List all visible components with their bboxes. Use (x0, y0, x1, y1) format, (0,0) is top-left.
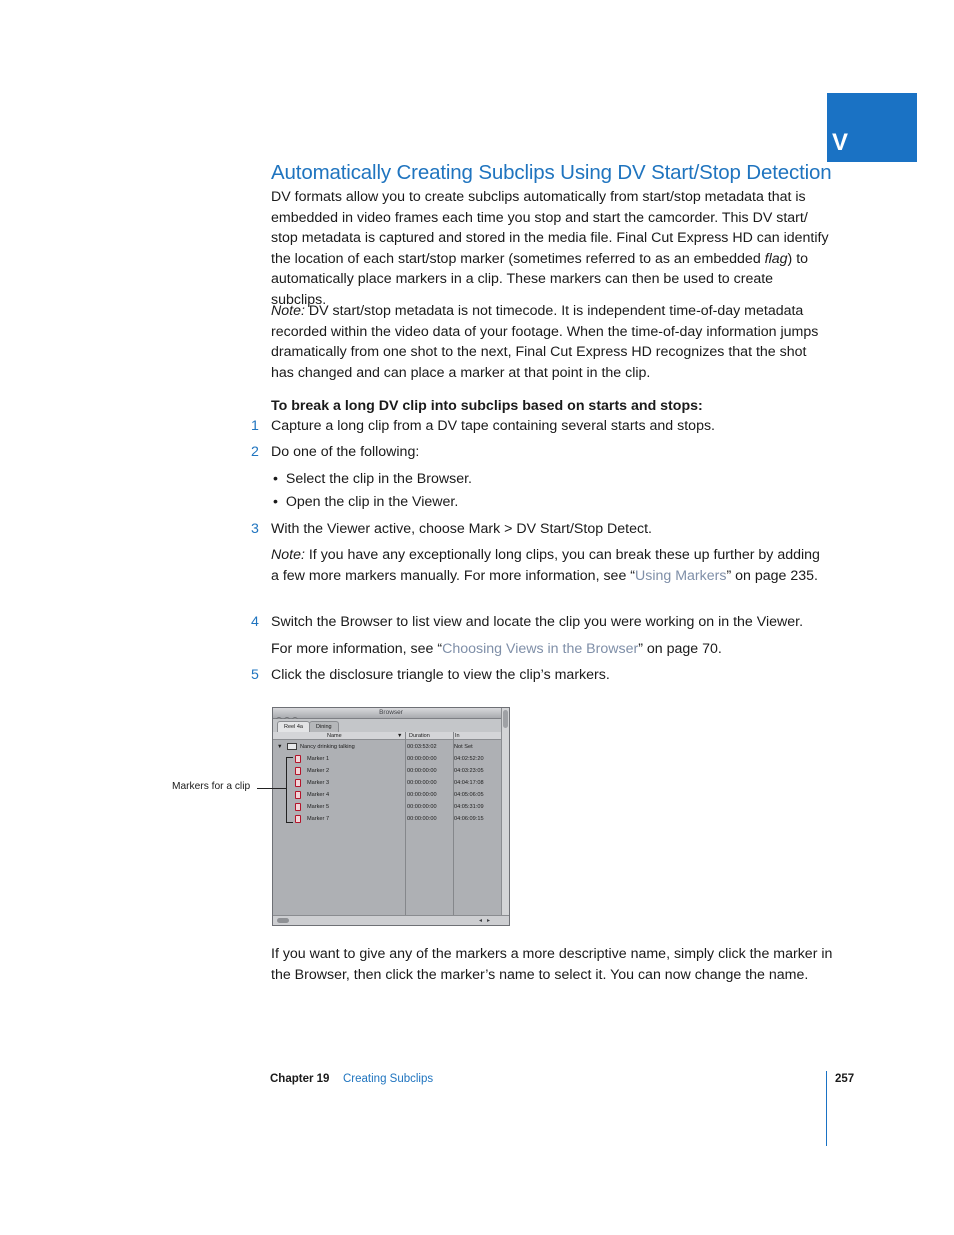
footer-chapter-title[interactable]: Creating Subclips (343, 1073, 434, 1085)
bullet-item: • Select the clip in the Browser. (273, 471, 472, 487)
cross-reference-link[interactable]: Using Markers (635, 567, 727, 584)
column-header-in[interactable]: In (455, 733, 460, 739)
scroll-left-icon[interactable]: ◂ (479, 918, 483, 924)
step-text: Capture a long clip from a DV tape containing several starts and stops. (271, 418, 715, 434)
step-text: Do one of the following: (271, 444, 420, 460)
note-paragraph: Note: DV start/stop metadata is not timecode. It is independent time-of-day metadata recorded within the video data of your footage. When the time-of-day information jumps dramatically from one shot to the next, Final Cut Express HD recognizes that the shot has changed and can place a marker at that point in the clip. (271, 303, 819, 381)
footer-chapter: Chapter 19 (270, 1073, 330, 1085)
marker-row[interactable]: Marker 2 00:00:00:00 04:03:23:05 (273, 766, 501, 776)
vertical-scrollbar[interactable] (501, 708, 509, 925)
marker-row[interactable]: Marker 4 00:00:00:00 04:05:06:05 (273, 790, 501, 800)
cross-reference-link[interactable]: Choosing Views in the Browser (442, 641, 639, 657)
intro-paragraph: DV formats allow you to create subclips automatically from start/stop metadata that is embedded in video frames each time you stop and start the camcorder. This DV start/ stop metadata is captured and stored in the media file. Final Cut Express HD can identify the location of each start/stop marker (sometimes referred to as an embedded flag) to automatically place markers in a clip. These markers can then be used to create subclips. (271, 189, 829, 308)
tab-reel[interactable]: Reel 4a (277, 721, 310, 732)
marker-row[interactable]: Marker 1 00:00:00:00 04:02:52:20 (273, 754, 501, 764)
browser-tabs (273, 719, 509, 732)
page-number: 257 (835, 1073, 855, 1085)
horizontal-scrollbar[interactable] (273, 915, 509, 925)
step-text: With the Viewer active, choose Mark > DV Start/Stop Detect. (271, 521, 652, 537)
window-title: Browser (379, 709, 403, 716)
step-text: Click the disclosure triangle to view the clip’s markers. (271, 667, 610, 683)
clip-row[interactable]: ▼ Nancy drinking talking 00:03:53:02 Not Set (273, 742, 501, 752)
marker-icon (295, 815, 301, 827)
step-number: 2 (251, 444, 259, 460)
disclosure-triangle-icon[interactable]: ▼ (277, 744, 283, 750)
callout-leader-line (257, 788, 286, 789)
column-header-row (273, 732, 501, 740)
scroll-right-icon[interactable]: ▸ (487, 918, 491, 924)
note-paragraph: Note: If you have any exceptionally long clips, you can break these up further by adding a few more markers manually. For more information, see “Using Markers” on page 235. (271, 547, 820, 584)
footer-divider (826, 1071, 827, 1146)
section-letter: V (832, 129, 849, 156)
callout-bracket (286, 757, 293, 823)
callout-label: Markers for a clip (172, 781, 251, 792)
tab-dining[interactable]: Dining (309, 721, 339, 732)
bullet-item: • Open the clip in the Viewer. (273, 494, 459, 510)
marker-row[interactable]: Marker 5 00:00:00:00 04:05:31:09 (273, 802, 501, 812)
marker-row[interactable]: Marker 3 00:00:00:00 04:04:17:08 (273, 778, 501, 788)
more-info-paragraph: For more information, see “Choosing Views in the Browser” on page 70. (271, 641, 722, 657)
column-header-duration[interactable]: Duration (409, 733, 430, 739)
column-header-name[interactable]: Name (327, 733, 342, 739)
closing-paragraph: If you want to give any of the markers a more descriptive name, simply click the marker in the Browser, then click the marker’s name to select it. You can now change the name. (271, 946, 833, 983)
step-text: Switch the Browser to list view and locate the clip you were working on in the Viewer. (271, 614, 804, 630)
procedure-heading: To break a long DV clip into subclips based on starts and stops: (271, 398, 703, 414)
step-number: 5 (251, 667, 259, 683)
clip-icon (287, 743, 297, 754)
window-title-bar (273, 708, 509, 719)
page-title: Automatically Creating Subclips Using DV Start/Stop Detection (271, 161, 832, 184)
browser-window-screenshot (272, 707, 510, 926)
section-tab (827, 93, 917, 162)
sort-arrow-icon[interactable]: ▼ (397, 733, 403, 739)
step-number: 1 (251, 418, 259, 434)
marker-row[interactable]: Marker 7 00:00:00:00 04:06:09:15 (273, 814, 501, 824)
step-number: 3 (251, 521, 259, 537)
step-number: 4 (251, 614, 259, 630)
